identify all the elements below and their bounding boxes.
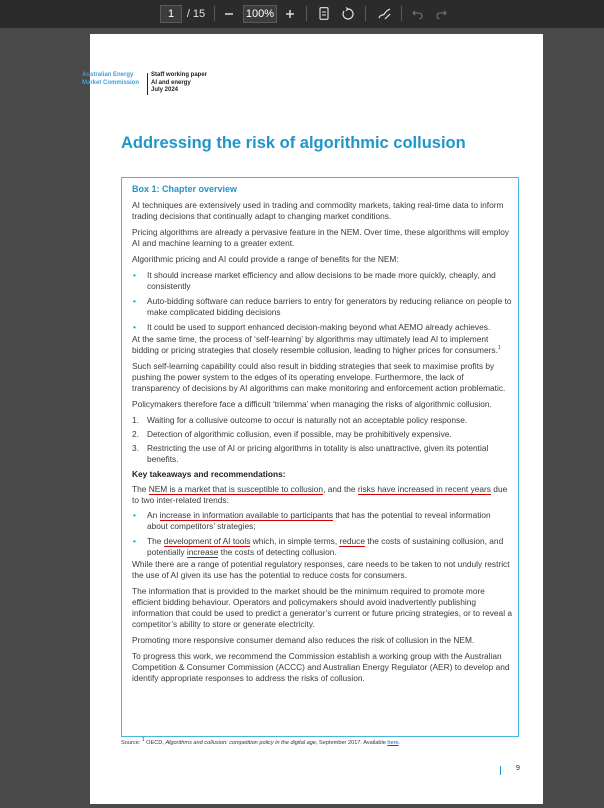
- zoom-level-input[interactable]: 100%: [243, 5, 277, 23]
- undo-icon: [412, 9, 423, 19]
- pdf-toolbar: [0, 0, 604, 28]
- list-item: 1. Waiting for a collusive outcome to occur is naturally not an acceptable policy response.: [132, 415, 468, 425]
- fit-page-button[interactable]: [317, 5, 331, 22]
- chapter-overview-box: [121, 177, 519, 737]
- plus-icon: [285, 9, 295, 19]
- highlight-underline: increase: [186, 547, 219, 557]
- list-item: • Auto-bidding software can reduce barriers to entry for generators by reducing reliance on people to make complicated bidding decisions: [133, 296, 512, 317]
- highlight-underline: development of AI tools: [163, 536, 251, 546]
- page-total: / 15: [186, 7, 206, 20]
- key-takeaways-heading: Key takeaways and recommendations:: [132, 469, 286, 479]
- paragraph: Pricing algorithms are already a pervasive feature in the NEM. Over time, these algorithms will employ AI and machine learning to a greater extent.: [132, 227, 510, 248]
- page-title: Addressing the risk of algorithmic collusion: [121, 134, 466, 152]
- header-divider: [147, 73, 148, 95]
- paragraph: Promoting more responsive consumer demand also reduces the risk of collusion in the NEM.: [132, 635, 475, 645]
- redo-icon: [436, 9, 447, 19]
- box-title: Box 1: Chapter overview: [132, 184, 238, 194]
- page-number-input[interactable]: 1: [160, 5, 182, 23]
- org-line-1: Australian Energy: [82, 72, 134, 78]
- paragraph: At the same time, the process of ‘self-learning’ by algorithms may ultimately lead AI to implement bidding or pricing strategies that closely resemble collusion, leading to higher prices for consumers.$^1$: [132, 334, 501, 355]
- draw-pen-icon: [378, 7, 391, 20]
- highlight-underline: risks have increased in recent years: [357, 484, 491, 494]
- list-item: 2. Detection of algorithmic collusion, even if possible, may be prohibitively expensive.: [132, 429, 452, 439]
- page-number-marker: [500, 766, 501, 775]
- list-item: • It should increase market efficiency and allow decisions to be made more quickly, cheaply, and consistently: [133, 270, 496, 291]
- paragraph: The information that is provided to the market should be the minimum required to promote more efficient bidding behaviour. Operators and policymakers should avoid inadvertently publishing information that could be used to predict a generator’s current or future pricing strategies, or to reveal a competitor’s ability to store or generate electricity.: [132, 586, 513, 629]
- draw-button[interactable]: [377, 5, 392, 22]
- rotate-button[interactable]: [340, 5, 355, 22]
- highlight-underline: reduce: [339, 536, 365, 546]
- source-footnote: Source: $^1$ OECD, Algorithms and collusion: competition policy in the digital age, September 2017. Available here.: [121, 737, 401, 746]
- meta-line-3: July 2024: [151, 87, 179, 93]
- header-organisation: [82, 72, 152, 87]
- toolbar-separator: [401, 6, 402, 21]
- toolbar-separator: [306, 6, 307, 21]
- fit-page-icon: [319, 7, 329, 20]
- zoom-out-button[interactable]: [222, 5, 236, 22]
- pdf-page: [82, 34, 543, 804]
- undo-button[interactable]: [410, 5, 424, 22]
- list-item: • The development of AI tools which, in simple terms, reduce the costs of sustaining collusion, and potentially increase the costs of detecting collusion.: [133, 536, 504, 557]
- paragraph: While there are a range of potential regulatory responses, care needs to be taken to not unduly restrict the use of AI given its use has the potential to reduce costs for consumers.: [132, 559, 510, 580]
- meta-line-2: AI and energy: [151, 79, 191, 86]
- footnote-marker: 1: [497, 345, 501, 352]
- highlight-underline: increase in information available to participants: [159, 510, 333, 520]
- list-item: • An increase in information available to participants that has the potential to reveal information about competitors’ strategies;: [133, 510, 491, 531]
- rotate-icon: [341, 7, 354, 20]
- redo-button[interactable]: [434, 5, 448, 22]
- list-item: • It could be used to support enhanced decision-making beyond what AEMO already achieves.: [133, 322, 491, 332]
- paragraph: AI techniques are extensively used in trading and commodity markets, taking real-time data to inform trading decisions that continually adapt to changing market conditions.: [132, 200, 504, 221]
- paragraph: The NEM is a market that is susceptible to collusion, and the risks have increased in recent years due to two inter-related trends:: [132, 484, 508, 505]
- zoom-in-button[interactable]: [283, 5, 297, 22]
- highlight-underline: NEM is a market that is susceptible to collusion: [148, 484, 324, 494]
- paragraph: Policymakers therefore face a difficult ‘trilemma’ when managing the risks of algorithmic collusion.: [132, 399, 492, 409]
- header-meta: [151, 72, 207, 95]
- paragraph: Algorithmic pricing and AI could provide a range of benefits for the NEM:: [132, 254, 399, 264]
- minus-icon: [224, 9, 234, 19]
- toolbar-separator: [365, 6, 366, 21]
- toolbar-separator: [214, 6, 215, 21]
- paragraph: To progress this work, we recommend the Commission establish a working group with the Australian Competition & Consumer Commission (ACCC) and Australian Energy Regulator (AER) to develop and identify appropriate responses to address the risks of collusion.: [132, 651, 510, 683]
- list-item: 3. Restricting the use of AI or pricing algorithms in totality is also unattractive, given its potential benefits.: [132, 443, 489, 464]
- meta-line-1: Staff working paper: [151, 72, 208, 78]
- paragraph: Such self-learning capability could also result in bidding strategies that seek to maximise profits by pushing the power system to the edges of its operating envelope. Furthermore, the lack of transparency of decisions by AI algorithms can make monitoring and enforcement action problematic.: [132, 361, 506, 393]
- page-number: 9: [516, 765, 520, 772]
- org-line-2: Market Commission: [82, 79, 140, 86]
- source-link[interactable]: here: [387, 740, 399, 746]
